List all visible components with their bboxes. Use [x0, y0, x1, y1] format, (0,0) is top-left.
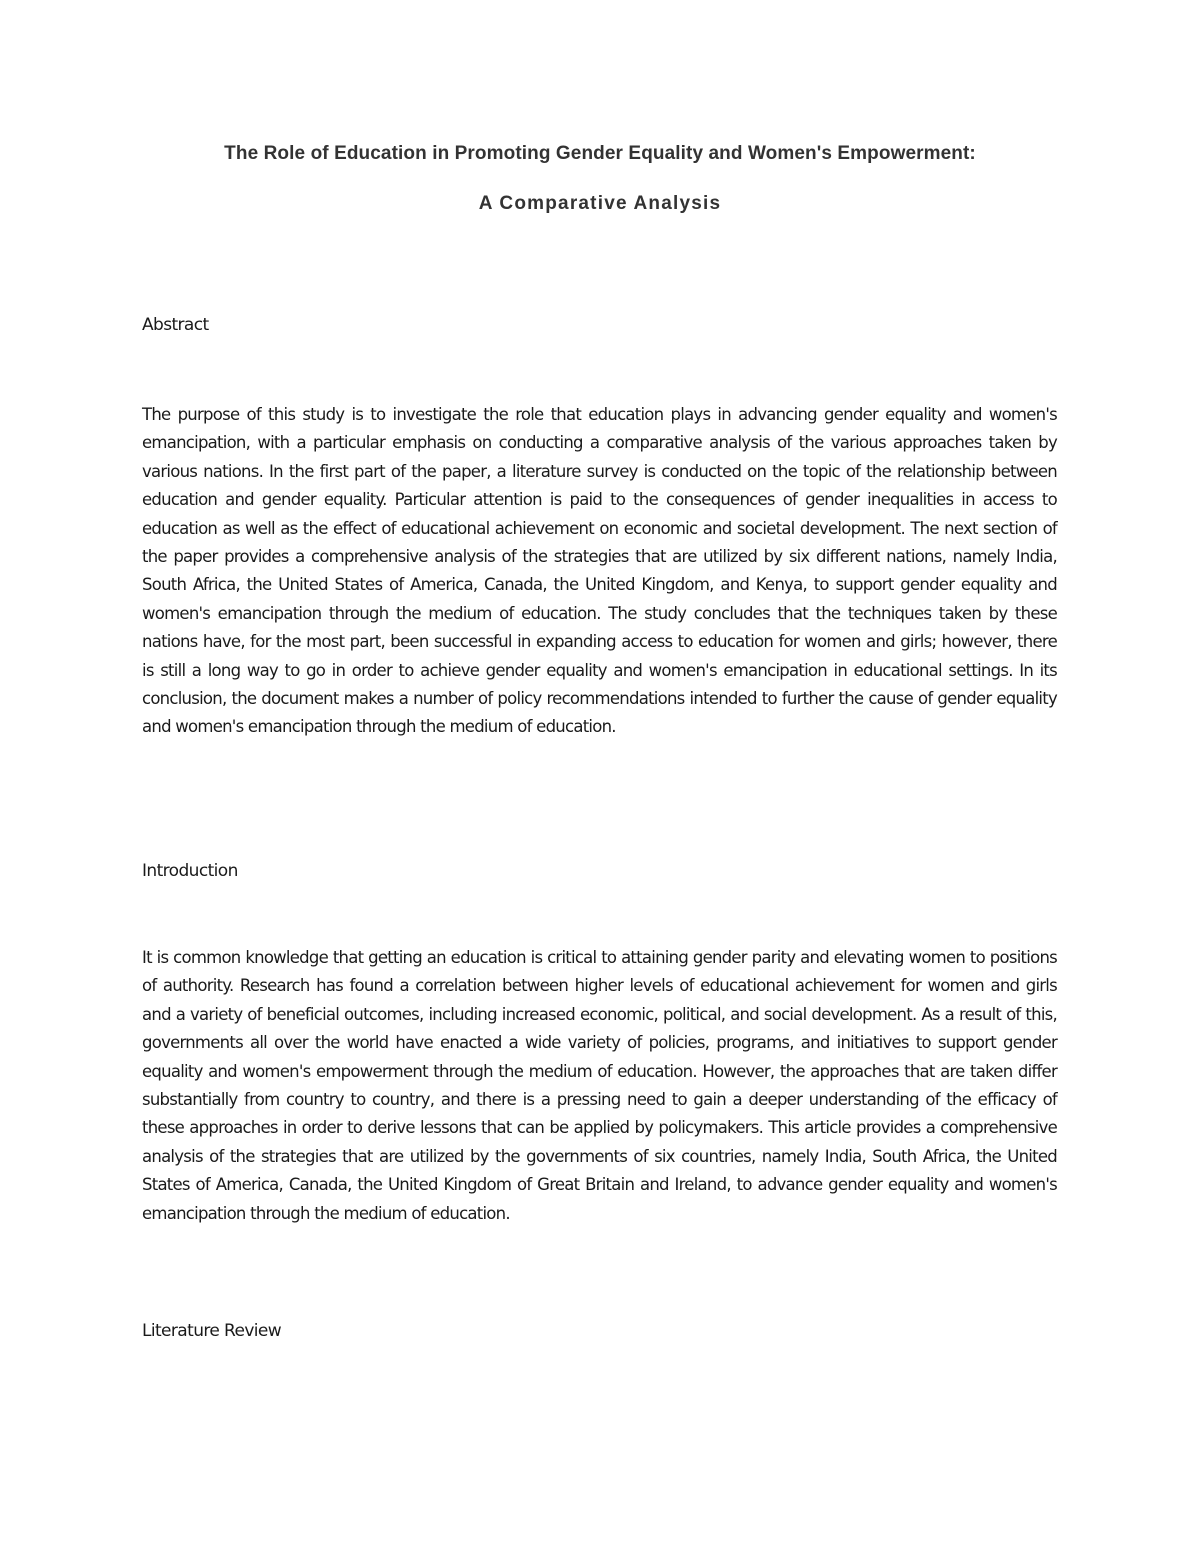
document-title	[120, 140, 1080, 218]
introduction-heading: Introduction	[142, 861, 238, 881]
title-line-2: A Comparative Analysis	[478, 193, 722, 214]
title-line-1: The Role of Education in Promoting Gender Equality and Women's Empowerment:	[224, 143, 976, 164]
abstract-paragraph: The purpose of this study is to investigate the role that education plays in advancing gender equality and women's emancipation, with a particular emphasis on conducting a comparative analysis of the various approaches taken by various nations. In the first part of the paper, a literature survey is conducted on the topic of the relationship between education and gender equality. Particular attention is paid to the consequences of gender inequalities in access to education as well as the effect of educational achievement on economic and societal development. The next section of the paper provides a comprehensive analysis of the strategies that are utilized by six different nations, namely India, South Africa, the United States of America, Canada, the United Kingdom, and Kenya, to support gender equality and women's emancipation through the medium of education. The study concludes that the techniques taken by these nations have, for the most part, been successful in expanding access to education for women and girls; however, there is still a long way to go in order to achieve gender equality and women's emancipation in educational settings. In its conclusion, the document makes a number of policy recommendations intended to further the cause of gender equality and women's emancipation through the medium of education.	[142, 405, 1057, 737]
literature-review-heading: Literature Review	[142, 1321, 282, 1341]
introduction-paragraph: It is common knowledge that getting an education is critical to attaining gender parity and elevating women to positions of authority. Research has found a correlation between higher levels of educational achievement for women and girls and a variety of beneficial outcomes, including increased economic, political, and social development. As a result of this, governments all over the world have enacted a wide variety of policies, programs, and initiatives to support gender equality and women's empowerment through the medium of education. However, the approaches that are taken differ substantially from country to country, and there is a pressing need to gain a deeper understanding of the efficacy of these approaches in order to derive lessons that can be applied by policymakers. This article provides a comprehensive analysis of the strategies that are utilized by the governments of six countries, namely India, South Africa, the United States of America, Canada, the United Kingdom of Great Britain and Ireland, to advance gender equality and women's emancipation through the medium of education.	[142, 948, 1057, 1223]
abstract-heading: Abstract	[142, 315, 209, 335]
